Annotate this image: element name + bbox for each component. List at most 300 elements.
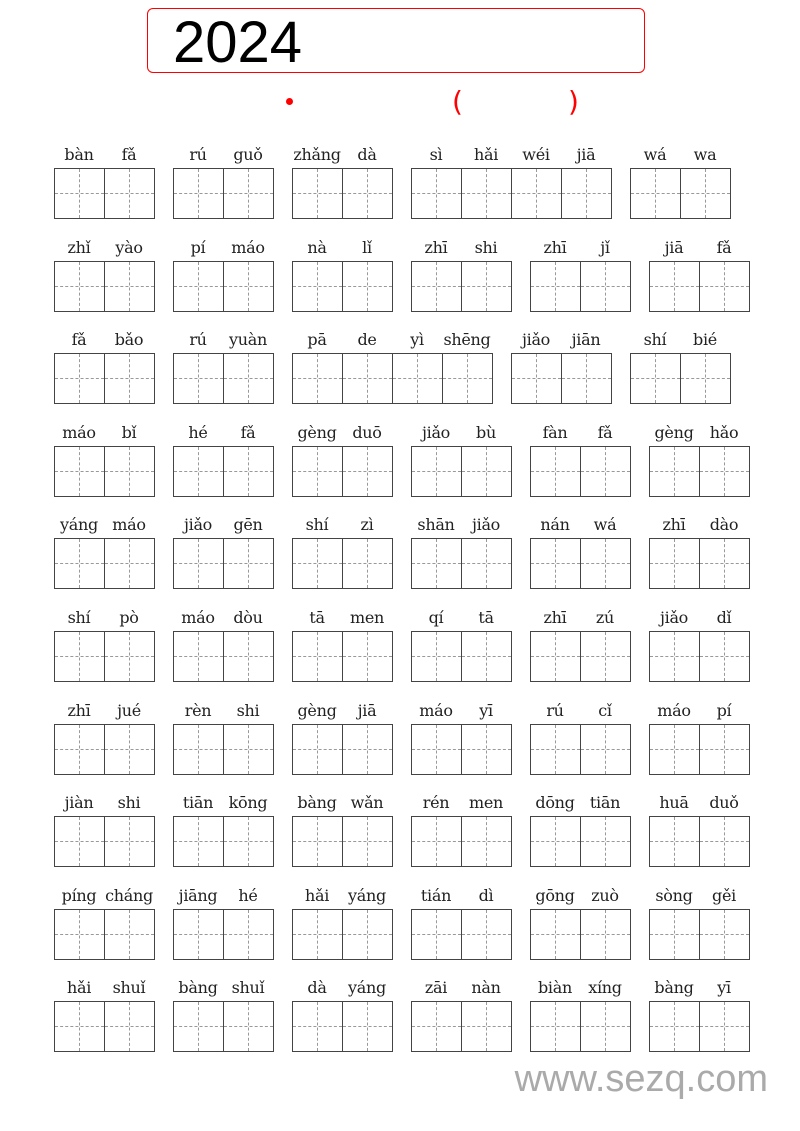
pinyin-line [649, 882, 750, 909]
pinyin-syllable: zhī [543, 237, 567, 257]
pinyin-syllable: rú [546, 700, 564, 720]
tianzige-cell[interactable] [343, 539, 393, 588]
tianzige-cell[interactable] [681, 169, 731, 218]
pinyin-syllable: tián [420, 885, 452, 905]
tianzige-cell[interactable] [412, 169, 462, 218]
tianzige-cell[interactable] [343, 632, 393, 681]
pinyin-syllable: xíng [588, 978, 622, 998]
word-item [649, 697, 750, 790]
word-item [173, 326, 274, 419]
tianzige-cell[interactable] [105, 262, 155, 311]
pinyin-syllable: zāi [424, 978, 448, 998]
pinyin-syllable: dà [357, 145, 377, 164]
tianzige-cell[interactable] [174, 910, 224, 959]
pinyin-line [173, 511, 274, 538]
pinyin-syllable: shēng [443, 330, 491, 350]
tianzige-cell[interactable] [174, 169, 224, 218]
tianzige-cell[interactable] [443, 354, 493, 403]
tianzige-cell[interactable] [412, 910, 462, 959]
tianzige-cell[interactable] [650, 447, 700, 496]
pinyin-syllable: shān [417, 515, 455, 535]
tianzige-cell[interactable] [105, 725, 155, 774]
tianzige-cell[interactable] [412, 632, 462, 681]
tianzige-cell[interactable] [174, 725, 224, 774]
word-item [649, 789, 750, 882]
writing-boxes [649, 724, 750, 775]
tianzige-cell[interactable] [650, 632, 700, 681]
tianzige-cell[interactable] [531, 1002, 581, 1051]
pinyin-syllable: pí [190, 237, 206, 257]
pinyin-line [173, 419, 274, 446]
tianzige-cell[interactable] [462, 910, 512, 959]
word-item [530, 974, 631, 1067]
writing-boxes [649, 446, 750, 497]
tianzige-cell[interactable] [224, 539, 274, 588]
tianzige-cell[interactable] [55, 539, 105, 588]
pinyin-syllable: gōng [535, 885, 575, 905]
tianzige-cell[interactable] [55, 169, 105, 218]
pinyin-syllable: zhī [67, 700, 91, 720]
writing-boxes [649, 538, 750, 589]
tianzige-cell[interactable] [293, 539, 343, 588]
pinyin-syllable: bàng [654, 978, 694, 998]
word-item [411, 234, 512, 327]
pinyin-syllable: yào [115, 237, 143, 257]
pinyin-syllable: fǎ [240, 422, 256, 442]
writing-boxes [54, 538, 155, 589]
writing-boxes [530, 909, 631, 960]
pinyin-syllable: máo [419, 700, 453, 720]
pinyin-syllable: máo [231, 237, 265, 257]
tianzige-cell[interactable] [293, 817, 343, 866]
writing-boxes [292, 631, 393, 682]
tianzige-cell[interactable] [174, 447, 224, 496]
tianzige-cell[interactable] [412, 817, 462, 866]
word-item [173, 697, 274, 790]
pinyin-syllable: gèng [297, 700, 337, 720]
writing-boxes [530, 1001, 631, 1052]
word-item [173, 604, 274, 697]
tianzige-cell[interactable] [105, 1002, 155, 1051]
tianzige-cell[interactable] [650, 262, 700, 311]
title-box [147, 8, 645, 73]
word-item [54, 419, 155, 512]
word-item [649, 234, 750, 327]
pinyin-line [292, 326, 493, 353]
pinyin-line [530, 234, 631, 261]
tianzige-cell[interactable] [343, 817, 393, 866]
tianzige-cell[interactable] [55, 447, 105, 496]
pinyin-syllable: zhī [543, 607, 567, 627]
pinyin-syllable: cǐ [598, 700, 612, 720]
tianzige-cell[interactable] [581, 1002, 631, 1051]
pinyin-syllable: jiā [357, 700, 377, 720]
writing-boxes [411, 168, 612, 219]
pinyin-syllable: shí [67, 607, 91, 627]
tianzige-cell[interactable] [581, 817, 631, 866]
writing-boxes [411, 446, 512, 497]
tianzige-cell[interactable] [650, 910, 700, 959]
pinyin-line [292, 511, 393, 538]
word-item [54, 234, 155, 327]
tianzige-cell[interactable] [343, 725, 393, 774]
tianzige-cell[interactable] [681, 354, 731, 403]
tianzige-cell[interactable] [581, 539, 631, 588]
pinyin-syllable: shi [236, 700, 260, 720]
pinyin-syllable: hǎi [304, 885, 330, 905]
tianzige-cell[interactable] [224, 725, 274, 774]
red-dot-marker [286, 98, 293, 105]
pinyin-line [530, 604, 631, 631]
pinyin-line [54, 974, 155, 1001]
tianzige-cell[interactable] [462, 262, 512, 311]
pinyin-syllable: jiǎo [521, 330, 551, 350]
pinyin-syllable: guǒ [233, 145, 263, 164]
pinyin-syllable: bǐ [121, 422, 137, 442]
tianzige-cell[interactable] [531, 725, 581, 774]
pinyin-syllable: shi [117, 793, 141, 813]
pinyin-syllable: rèn [184, 700, 212, 720]
pinyin-syllable: fàn [542, 422, 568, 442]
writing-boxes [649, 816, 750, 867]
word-item [54, 697, 155, 790]
tianzige-cell[interactable] [631, 354, 681, 403]
tianzige-cell[interactable] [412, 447, 462, 496]
word-row [54, 789, 750, 882]
tianzige-cell[interactable] [224, 1002, 274, 1051]
tianzige-cell[interactable] [55, 817, 105, 866]
pinyin-syllable: rú [189, 330, 207, 350]
tianzige-cell[interactable] [531, 539, 581, 588]
writing-boxes [411, 631, 512, 682]
word-item [649, 511, 750, 604]
tianzige-cell[interactable] [174, 632, 224, 681]
pinyin-syllable: jiā [664, 237, 684, 257]
pinyin-line [173, 141, 274, 168]
tianzige-cell[interactable] [105, 632, 155, 681]
writing-boxes [530, 446, 631, 497]
pinyin-syllable: zì [360, 515, 374, 535]
tianzige-cell[interactable] [343, 354, 393, 403]
tianzige-cell[interactable] [293, 354, 343, 403]
tianzige-cell[interactable] [412, 725, 462, 774]
tianzige-cell[interactable] [581, 632, 631, 681]
writing-boxes [54, 446, 155, 497]
pinyin-syllable: shi [474, 237, 498, 257]
tianzige-cell[interactable] [700, 817, 750, 866]
pinyin-line [649, 511, 750, 538]
pinyin-syllable: yáng [348, 978, 386, 998]
word-item [173, 234, 274, 327]
writing-boxes [649, 909, 750, 960]
word-item [54, 511, 155, 604]
tianzige-cell[interactable] [224, 817, 274, 866]
writing-boxes [411, 816, 512, 867]
word-item [173, 141, 274, 234]
tianzige-cell[interactable] [224, 910, 274, 959]
pinyin-syllable: fǎ [597, 422, 613, 442]
pinyin-syllable: hǎo [709, 422, 739, 442]
tianzige-cell[interactable] [174, 817, 224, 866]
tianzige-cell[interactable] [462, 539, 512, 588]
pinyin-line [292, 697, 393, 724]
tianzige-cell[interactable] [393, 354, 443, 403]
pinyin-syllable: hé [188, 422, 208, 442]
pinyin-syllable: bàng [178, 978, 218, 998]
tianzige-cell[interactable] [462, 725, 512, 774]
tianzige-cell[interactable] [105, 354, 155, 403]
word-item [173, 511, 274, 604]
pinyin-syllable: sì [429, 145, 443, 164]
pinyin-line [649, 789, 750, 816]
tianzige-cell[interactable] [105, 817, 155, 866]
pinyin-line [411, 141, 612, 168]
tianzige-cell[interactable] [462, 447, 512, 496]
pinyin-line [292, 974, 393, 1001]
pinyin-syllable: jǐ [600, 237, 610, 257]
pinyin-syllable: jiàn [64, 793, 94, 813]
tianzige-cell[interactable] [55, 354, 105, 403]
pinyin-syllable: yī [717, 978, 731, 998]
pinyin-syllable: dòu [233, 607, 263, 627]
tianzige-cell[interactable] [105, 169, 155, 218]
pinyin-syllable: dǐ [716, 607, 732, 627]
tianzige-cell[interactable] [412, 539, 462, 588]
writing-boxes [292, 261, 393, 312]
tianzige-cell[interactable] [174, 262, 224, 311]
tianzige-cell[interactable] [700, 447, 750, 496]
pinyin-syllable: gèng [297, 422, 337, 442]
writing-boxes [292, 909, 393, 960]
pinyin-syllable: shuǐ [231, 978, 265, 998]
tianzige-cell[interactable] [105, 447, 155, 496]
pinyin-syllable: men [468, 793, 504, 813]
word-item [649, 882, 750, 975]
pinyin-syllable: bàng [297, 793, 337, 813]
pinyin-line [54, 326, 155, 353]
pinyin-line [54, 789, 155, 816]
tianzige-cell[interactable] [174, 539, 224, 588]
close-paren: ) [568, 85, 579, 118]
pinyin-syllable: dōng [535, 793, 575, 813]
tianzige-cell[interactable] [700, 725, 750, 774]
pinyin-line [411, 511, 512, 538]
pinyin-line [411, 974, 512, 1001]
pinyin-syllable: nán [540, 515, 570, 535]
word-item [173, 419, 274, 512]
pinyin-syllable: wá [643, 145, 667, 164]
word-item [173, 882, 274, 975]
tianzige-cell[interactable] [650, 817, 700, 866]
tianzige-cell[interactable] [581, 447, 631, 496]
pinyin-line [292, 234, 393, 261]
word-item [411, 419, 512, 512]
pinyin-syllable: biàn [537, 978, 572, 998]
word-item [54, 141, 155, 234]
writing-boxes [173, 353, 274, 404]
word-item [292, 697, 393, 790]
writing-boxes [292, 1001, 393, 1052]
pinyin-syllable: zhǎng [293, 145, 341, 164]
tianzige-cell[interactable] [293, 169, 343, 218]
tianzige-cell[interactable] [700, 539, 750, 588]
tianzige-cell[interactable] [293, 262, 343, 311]
tianzige-cell[interactable] [462, 169, 512, 218]
tianzige-cell[interactable] [512, 169, 562, 218]
word-item [292, 882, 393, 975]
pinyin-line [530, 974, 631, 1001]
pinyin-syllable: wa [693, 145, 717, 164]
pinyin-syllable: zhī [662, 515, 686, 535]
tianzige-cell[interactable] [581, 910, 631, 959]
pinyin-syllable: gěi [712, 885, 736, 905]
writing-boxes [292, 538, 393, 589]
writing-boxes [530, 538, 631, 589]
tianzige-cell[interactable] [224, 169, 274, 218]
tianzige-cell[interactable] [531, 632, 581, 681]
tianzige-cell[interactable] [224, 447, 274, 496]
pinyin-syllable: cháng [105, 885, 153, 905]
tianzige-cell[interactable] [700, 910, 750, 959]
tianzige-cell[interactable] [412, 262, 462, 311]
tianzige-cell[interactable] [531, 817, 581, 866]
pinyin-syllable: duō [352, 422, 382, 442]
pinyin-syllable: gèng [654, 422, 694, 442]
pinyin-syllable: shuǐ [112, 978, 146, 998]
writing-boxes [54, 816, 155, 867]
tianzige-cell[interactable] [650, 1002, 700, 1051]
tianzige-cell[interactable] [343, 262, 393, 311]
word-item [54, 604, 155, 697]
pinyin-line [292, 419, 393, 446]
writing-boxes [173, 1001, 274, 1052]
word-item [511, 326, 612, 419]
tianzige-cell[interactable] [55, 725, 105, 774]
tianzige-cell[interactable] [562, 169, 612, 218]
word-item [630, 141, 731, 234]
pinyin-syllable: jiān [571, 330, 601, 350]
pinyin-line [630, 326, 731, 353]
tianzige-cell[interactable] [700, 262, 750, 311]
tianzige-cell[interactable] [293, 725, 343, 774]
tianzige-cell[interactable] [55, 632, 105, 681]
tianzige-cell[interactable] [531, 910, 581, 959]
pinyin-line [411, 882, 512, 909]
word-item [530, 234, 631, 327]
pinyin-syllable: duǒ [709, 793, 739, 813]
pinyin-syllable: zuò [591, 885, 619, 905]
tianzige-cell[interactable] [174, 354, 224, 403]
tianzige-cell[interactable] [293, 1002, 343, 1051]
pinyin-line [411, 604, 512, 631]
word-item [411, 789, 512, 882]
tianzige-cell[interactable] [343, 1002, 393, 1051]
tianzige-cell[interactable] [55, 262, 105, 311]
tianzige-cell[interactable] [650, 539, 700, 588]
writing-boxes [530, 816, 631, 867]
pinyin-syllable: nàn [471, 978, 501, 998]
tianzige-cell[interactable] [650, 725, 700, 774]
word-item [292, 326, 493, 419]
pinyin-syllable: dào [709, 515, 739, 535]
tianzige-cell[interactable] [224, 354, 274, 403]
pinyin-line [54, 234, 155, 261]
word-row [54, 141, 750, 234]
word-item [411, 511, 512, 604]
pinyin-syllable: máo [112, 515, 146, 535]
word-row [54, 604, 750, 697]
tianzige-cell[interactable] [700, 632, 750, 681]
pinyin-line [292, 141, 393, 168]
writing-boxes [173, 909, 274, 960]
pinyin-syllable: de [357, 330, 377, 350]
pinyin-line [411, 789, 512, 816]
pinyin-line [173, 326, 274, 353]
tianzige-cell[interactable] [105, 910, 155, 959]
word-item [54, 974, 155, 1067]
tianzige-cell[interactable] [512, 354, 562, 403]
pinyin-syllable: jiǎo [183, 515, 213, 535]
tianzige-cell[interactable] [531, 447, 581, 496]
tianzige-cell[interactable] [224, 632, 274, 681]
tianzige-cell[interactable] [631, 169, 681, 218]
pinyin-syllable: yì [410, 330, 424, 350]
tianzige-cell[interactable] [224, 262, 274, 311]
tianzige-cell[interactable] [174, 1002, 224, 1051]
word-item [173, 974, 274, 1067]
pinyin-syllable: tā [309, 607, 325, 627]
tianzige-cell[interactable] [531, 262, 581, 311]
tianzige-cell[interactable] [293, 447, 343, 496]
writing-boxes [173, 631, 274, 682]
tianzige-cell[interactable] [343, 447, 393, 496]
tianzige-cell[interactable] [55, 1002, 105, 1051]
pinyin-line [649, 974, 750, 1001]
word-row [54, 974, 750, 1067]
pinyin-syllable: jué [117, 700, 141, 720]
word-item [411, 974, 512, 1067]
pinyin-line [530, 419, 631, 446]
pinyin-syllable: máo [181, 607, 215, 627]
tianzige-cell[interactable] [343, 910, 393, 959]
title-year: 2024 [173, 10, 303, 75]
tianzige-cell[interactable] [293, 910, 343, 959]
word-item [54, 882, 155, 975]
word-row [54, 511, 750, 604]
tianzige-cell[interactable] [343, 169, 393, 218]
tianzige-cell[interactable] [462, 817, 512, 866]
word-row [54, 326, 750, 419]
tianzige-cell[interactable] [293, 632, 343, 681]
pinyin-syllable: yī [479, 700, 493, 720]
tianzige-cell[interactable] [700, 1002, 750, 1051]
pinyin-syllable: jiā [576, 145, 596, 164]
tianzige-cell[interactable] [105, 539, 155, 588]
word-row [54, 419, 750, 512]
tianzige-cell[interactable] [55, 910, 105, 959]
tianzige-cell[interactable] [562, 354, 612, 403]
pinyin-line [292, 882, 393, 909]
tianzige-cell[interactable] [462, 632, 512, 681]
word-item [292, 419, 393, 512]
tianzige-cell[interactable] [581, 262, 631, 311]
tianzige-cell[interactable] [412, 1002, 462, 1051]
writing-boxes [54, 353, 155, 404]
tianzige-cell[interactable] [462, 1002, 512, 1051]
pinyin-syllable: jiǎo [659, 607, 689, 627]
writing-boxes [411, 261, 512, 312]
tianzige-cell[interactable] [581, 725, 631, 774]
